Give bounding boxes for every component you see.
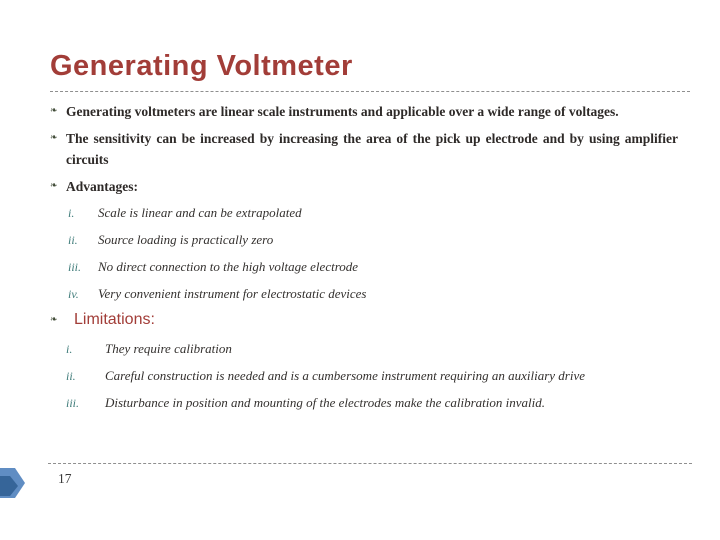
page-number: 17 — [58, 471, 72, 486]
page-title: Generating Voltmeter — [50, 50, 353, 82]
advantage-text: Source loading is practically zero — [98, 231, 274, 247]
limitation-item — [66, 340, 678, 359]
list-numeral: iii. — [68, 259, 82, 274]
bullet-item — [50, 129, 678, 170]
advantage-item — [68, 204, 678, 223]
bullet-item — [50, 177, 678, 197]
advantage-text: No direct connection to the high voltage electrode — [98, 258, 359, 274]
list-numeral: i. — [68, 206, 75, 220]
footer-arrow-icon — [0, 466, 30, 502]
advantage-item — [68, 258, 678, 277]
leaf-bullet-icon: ❧ — [50, 105, 58, 115]
limitation-text: Disturbance in position and mounting of the electrodes make the calibration invalid. — [105, 395, 546, 411]
list-numeral: i. — [66, 342, 73, 357]
bullet-text: Generating voltmeters are linear scale instruments and applicable over a wide range of voltages. — [66, 104, 619, 119]
advantage-text: Scale is linear and can be extrapolated — [98, 205, 302, 220]
list-numeral: iv. — [68, 286, 79, 301]
slide-content — [50, 102, 678, 421]
list-numeral: iii. — [66, 396, 80, 411]
limitations-heading-row — [50, 311, 678, 329]
bullet-text: The sensitivity can be increased by increasing the area of the pick up electrode and by using amplifier circuits — [66, 131, 678, 167]
leaf-bullet-icon: ❧ — [50, 132, 58, 143]
limitation-item — [66, 367, 678, 386]
limitation-text: They require calibration — [105, 341, 232, 357]
list-numeral: ii. — [66, 369, 76, 384]
leaf-bullet-icon: ❧ — [50, 314, 58, 325]
list-numeral: ii. — [68, 232, 78, 247]
limitation-text: Careful construction is needed and is a cumbersome instrument requiring an auxiliary drive — [105, 368, 585, 384]
title-divider — [50, 91, 690, 92]
advantage-item — [68, 231, 678, 250]
bullet-item — [50, 102, 678, 122]
advantages-heading: Advantages: — [66, 178, 139, 194]
limitations-heading: Limitations: — [74, 311, 155, 329]
advantage-item — [68, 285, 678, 304]
advantage-text: Very convenient instrument for electrostatic devices — [98, 285, 367, 301]
limitation-item — [66, 394, 678, 413]
leaf-bullet-icon: ❧ — [50, 179, 58, 190]
footer-divider — [48, 463, 692, 464]
